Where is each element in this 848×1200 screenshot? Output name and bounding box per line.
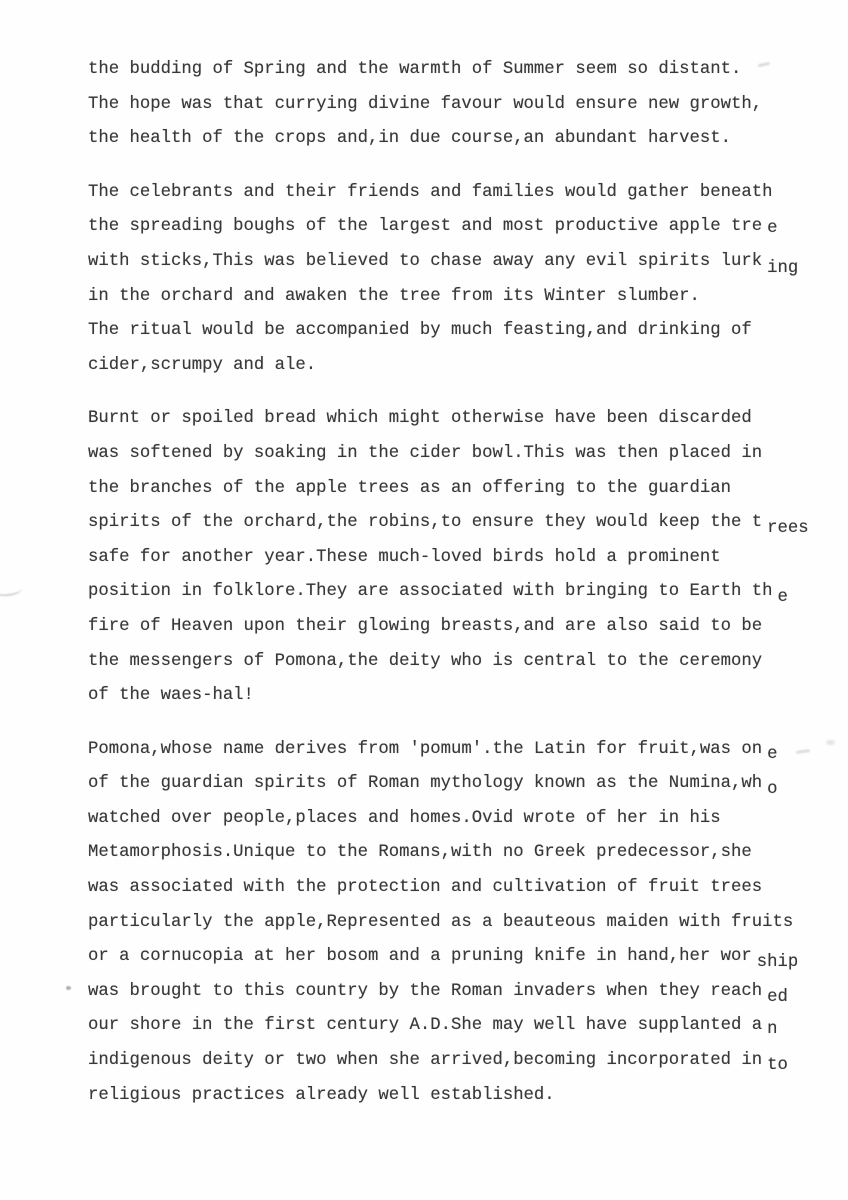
text-line	[88, 610, 848, 645]
line-text: indigenous deity or two when she arrived,becoming incorporated in	[88, 1051, 763, 1071]
dropped-characters: e	[767, 219, 778, 239]
text-line	[88, 176, 848, 211]
dropped-characters: rees	[767, 519, 809, 539]
text-line	[88, 472, 848, 507]
text-line	[88, 122, 848, 157]
line-text: religious practices already well established.	[88, 1085, 555, 1105]
text-line	[88, 679, 848, 714]
line-text: spirits of the orchard,the robins,to ensure they would keep the t	[88, 513, 763, 533]
dropped-characters: ship	[756, 953, 799, 973]
dropped-characters: to	[767, 1056, 788, 1076]
paragraph	[88, 733, 848, 1114]
line-text: in the orchard and awaken the tree from its Winter slumber.	[88, 286, 700, 306]
line-text: of the guardian spirits of Roman mythology known as the Numina,wh	[88, 774, 763, 794]
line-text: cider,scrumpy and ale.	[88, 355, 317, 375]
text-line	[88, 280, 848, 315]
line-text: The ritual would be accompanied by much feasting,and drinking of	[88, 321, 752, 341]
line-text: safe for another year.These much-loved birds hold a prominent	[88, 547, 721, 567]
text-line	[88, 349, 848, 384]
text-line	[88, 541, 848, 576]
dropped-characters: n	[767, 1020, 778, 1040]
line-text: was softened by soaking in the cider bowl.This was then placed in	[88, 443, 763, 463]
line-text: particularly the apple,Represented as a beauteous maiden with fruits	[88, 912, 794, 932]
dropped-characters: e	[767, 744, 778, 764]
line-text: our shore in the first century A.D.She may well have supplanted a	[88, 1016, 763, 1036]
dropped-characters: ed	[767, 987, 788, 1007]
text-line	[88, 245, 848, 280]
line-text: The hope was that currying divine favour would ensure new growth,	[88, 94, 763, 114]
text-line	[88, 1009, 848, 1044]
line-text: the spreading boughs of the largest and most productive apple tre	[88, 217, 763, 237]
text-line	[88, 210, 848, 245]
line-text: The celebrants and their friends and families would gather beneath	[88, 182, 773, 202]
text-line	[88, 836, 848, 871]
line-text: the branches of the apple trees as an offering to the guardian	[88, 478, 731, 498]
text-line	[88, 767, 848, 802]
paragraph	[88, 53, 848, 157]
text-line	[88, 53, 848, 88]
text-line	[88, 88, 848, 123]
text-line	[88, 437, 848, 472]
text-line	[88, 733, 848, 768]
paragraph	[88, 402, 848, 713]
dropped-characters: ing	[767, 258, 799, 278]
text-line	[88, 1079, 848, 1114]
text-line	[88, 871, 848, 906]
line-text: the messengers of Pomona,the deity who is central to the ceremony	[88, 651, 763, 671]
text-line	[88, 575, 848, 610]
left-edge-smudge-artifact	[0, 583, 23, 598]
line-text: Metamorphosis.Unique to the Romans,with no Greek predecessor,she	[88, 843, 752, 863]
line-text: the budding of Spring and the warmth of Summer seem so distant.	[88, 60, 742, 79]
pencil-dot-artifact	[66, 986, 71, 990]
text-body	[88, 53, 848, 1113]
line-text: with sticks,This was believed to chase away any evil spirits lurk	[88, 251, 763, 271]
paragraph	[88, 176, 848, 384]
text-line	[88, 402, 848, 437]
dropped-characters: e	[777, 588, 788, 608]
text-line	[88, 314, 848, 349]
line-text: fire of Heaven upon their glowing breasts,and are also said to be	[88, 616, 763, 636]
line-text: or a cornucopia at her bosom and a pruning knife in hand,her wor	[88, 947, 752, 967]
text-line	[88, 802, 848, 837]
line-text: the health of the crops and,in due course,an abundant harvest.	[88, 129, 731, 149]
line-text: was brought to this country by the Roman invaders when they reach	[88, 981, 763, 1001]
text-line	[88, 506, 848, 541]
text-line	[88, 975, 848, 1010]
text-line	[88, 906, 848, 941]
line-text: watched over people,places and homes.Ovid wrote of her in his	[88, 808, 721, 828]
text-line	[88, 940, 848, 975]
line-text: of the waes-hal!	[88, 686, 254, 706]
text-line	[88, 645, 848, 680]
dropped-characters: o	[767, 780, 778, 800]
line-text: position in folklore.They are associated with bringing to Earth th	[88, 582, 773, 602]
text-line	[88, 1044, 848, 1079]
line-text: Pomona,whose name derives from 'pomum'.the Latin for fruit,was on	[88, 739, 763, 759]
line-text: Burnt or spoiled bread which might otherwise have been discarded	[88, 409, 752, 429]
line-text: was associated with the protection and cultivation of fruit trees	[88, 878, 763, 898]
